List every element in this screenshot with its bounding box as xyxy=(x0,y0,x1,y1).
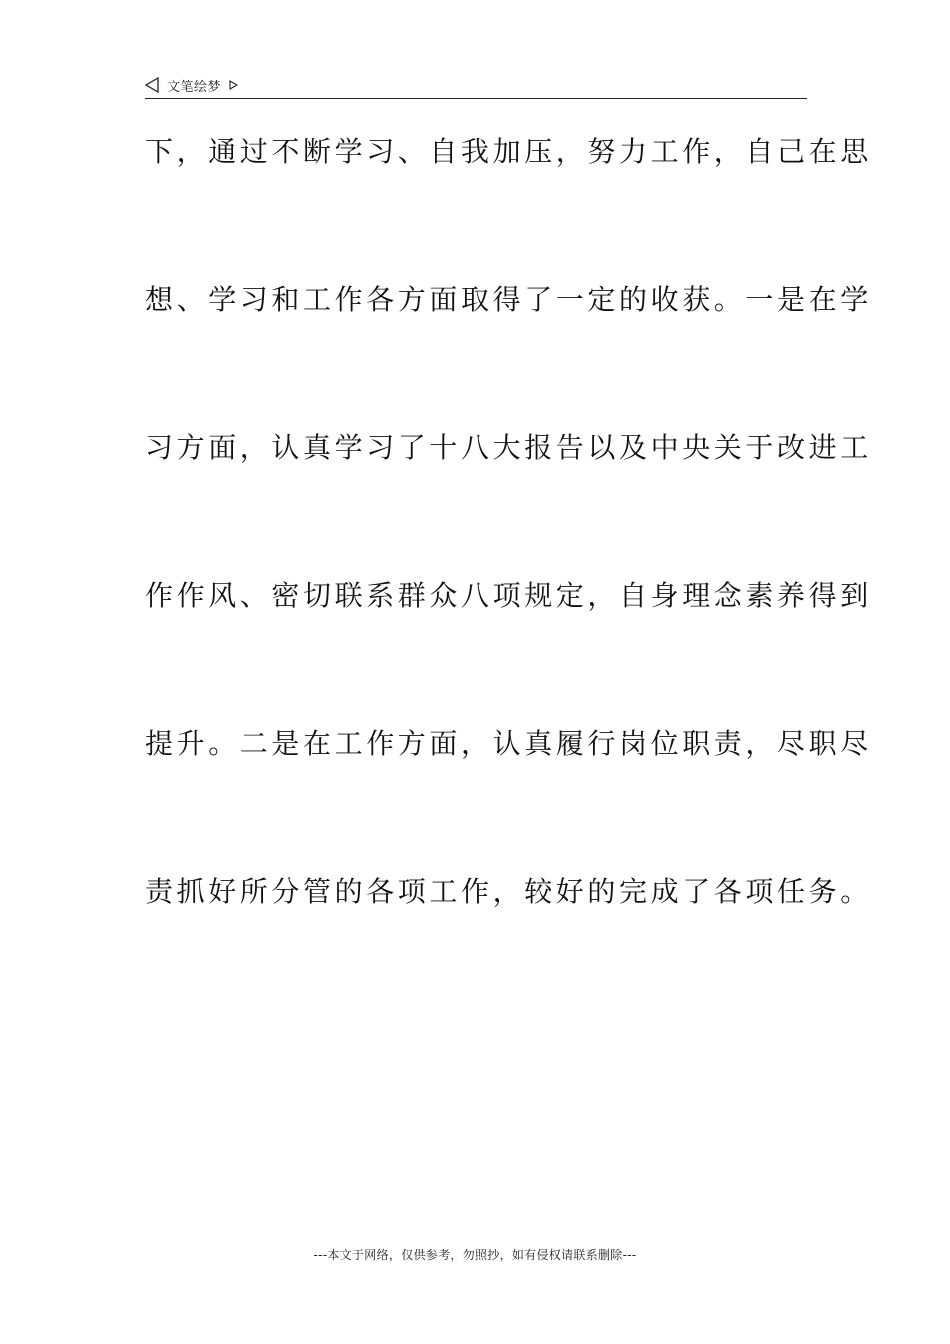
triangle-left-outline-icon xyxy=(145,77,159,93)
header-inner xyxy=(145,74,238,96)
body-line: 想、学习和工作各方面取得了一定的收获。一是在学 xyxy=(145,283,872,316)
triangle-right-outline-icon xyxy=(229,80,238,90)
body-line: 下，通过不断学习、自我加压，努力工作，自己在思 xyxy=(145,135,872,168)
page-header xyxy=(145,72,807,99)
body-line: 习方面，认真学习了十八大报告以及中央关于改进工 xyxy=(145,431,872,464)
body-line: 提升。二是在工作方面，认真履行岗位职责，尽职尽 xyxy=(145,727,872,760)
body-line: 作作风、密切联系群众八项规定，自身理念素养得到 xyxy=(145,579,872,612)
header-title: 文笔绘梦 xyxy=(167,79,222,95)
footer-notice: ---本文于网络，仅供参考，勿照抄，如有侵权请联系删除--- xyxy=(313,1248,637,1262)
body-line: 责抓好所分管的各项工作，较好的完成了各项任务。 xyxy=(145,875,872,908)
document-body xyxy=(145,128,872,1016)
